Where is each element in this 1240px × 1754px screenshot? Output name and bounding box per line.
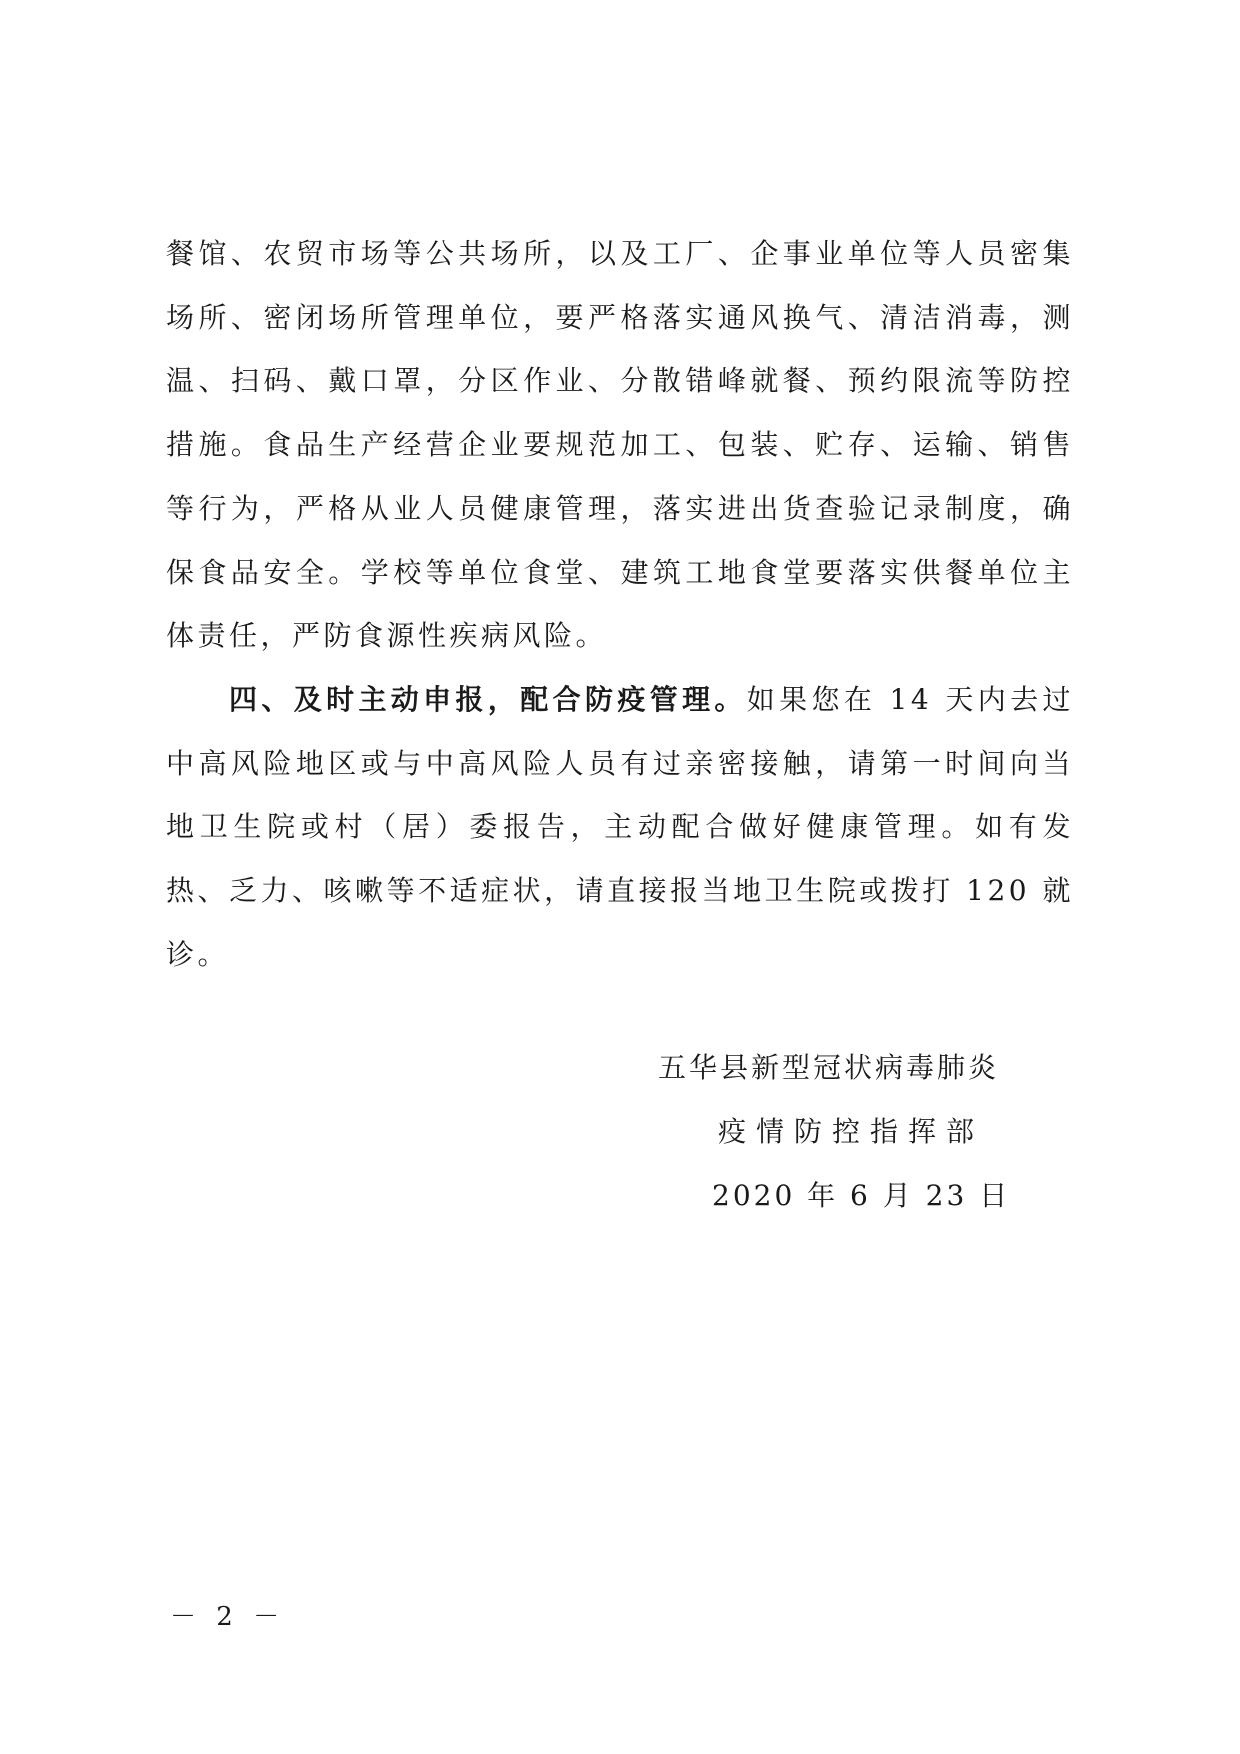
paragraph-section-four	[166, 668, 1074, 987]
section-four-heading: 四、及时主动申报，配合防疫管理。	[229, 682, 747, 716]
signature-organization-line1: 五华县新型冠状病毒肺炎	[658, 1051, 1000, 1084]
section-four-body: 如果您在 14 天内去过中高风险地区或与中高风险人员有过亲密接触，请第一时间向当地卫生院或村（居）委报告，主动配合做好健康管理。如有发热、乏力、咳嗽等不适症状，请直接报当地卫生院或拨打 120 就诊。	[166, 682, 1074, 971]
paragraph-continuation: 餐馆、农贸市场等公共场所，以及工厂、企事业单位等人员密集场所、密闭场所管理单位，要严格落实通风换气、清洁消毒，测温、扫码、戴口罩，分区作业、分散错峰就餐、预约限流等防控措施。食品生产经营企业要规范加工、包装、贮存、运输、销售等行为，严格从业人员健康管理，落实进出货查验记录制度，确保食品安全。学校等单位食堂、建筑工地食堂要落实供餐单位主体责任，严防食源性疾病风险。	[166, 237, 1074, 653]
signature-date: 2020 年 6 月 23 日	[712, 1179, 1011, 1212]
document-body	[166, 222, 1074, 986]
signature-block	[620, 1036, 1060, 1228]
signature-organization-line2: 疫情防控指挥部	[718, 1115, 985, 1148]
page-number: － 2 －	[170, 1602, 286, 1632]
